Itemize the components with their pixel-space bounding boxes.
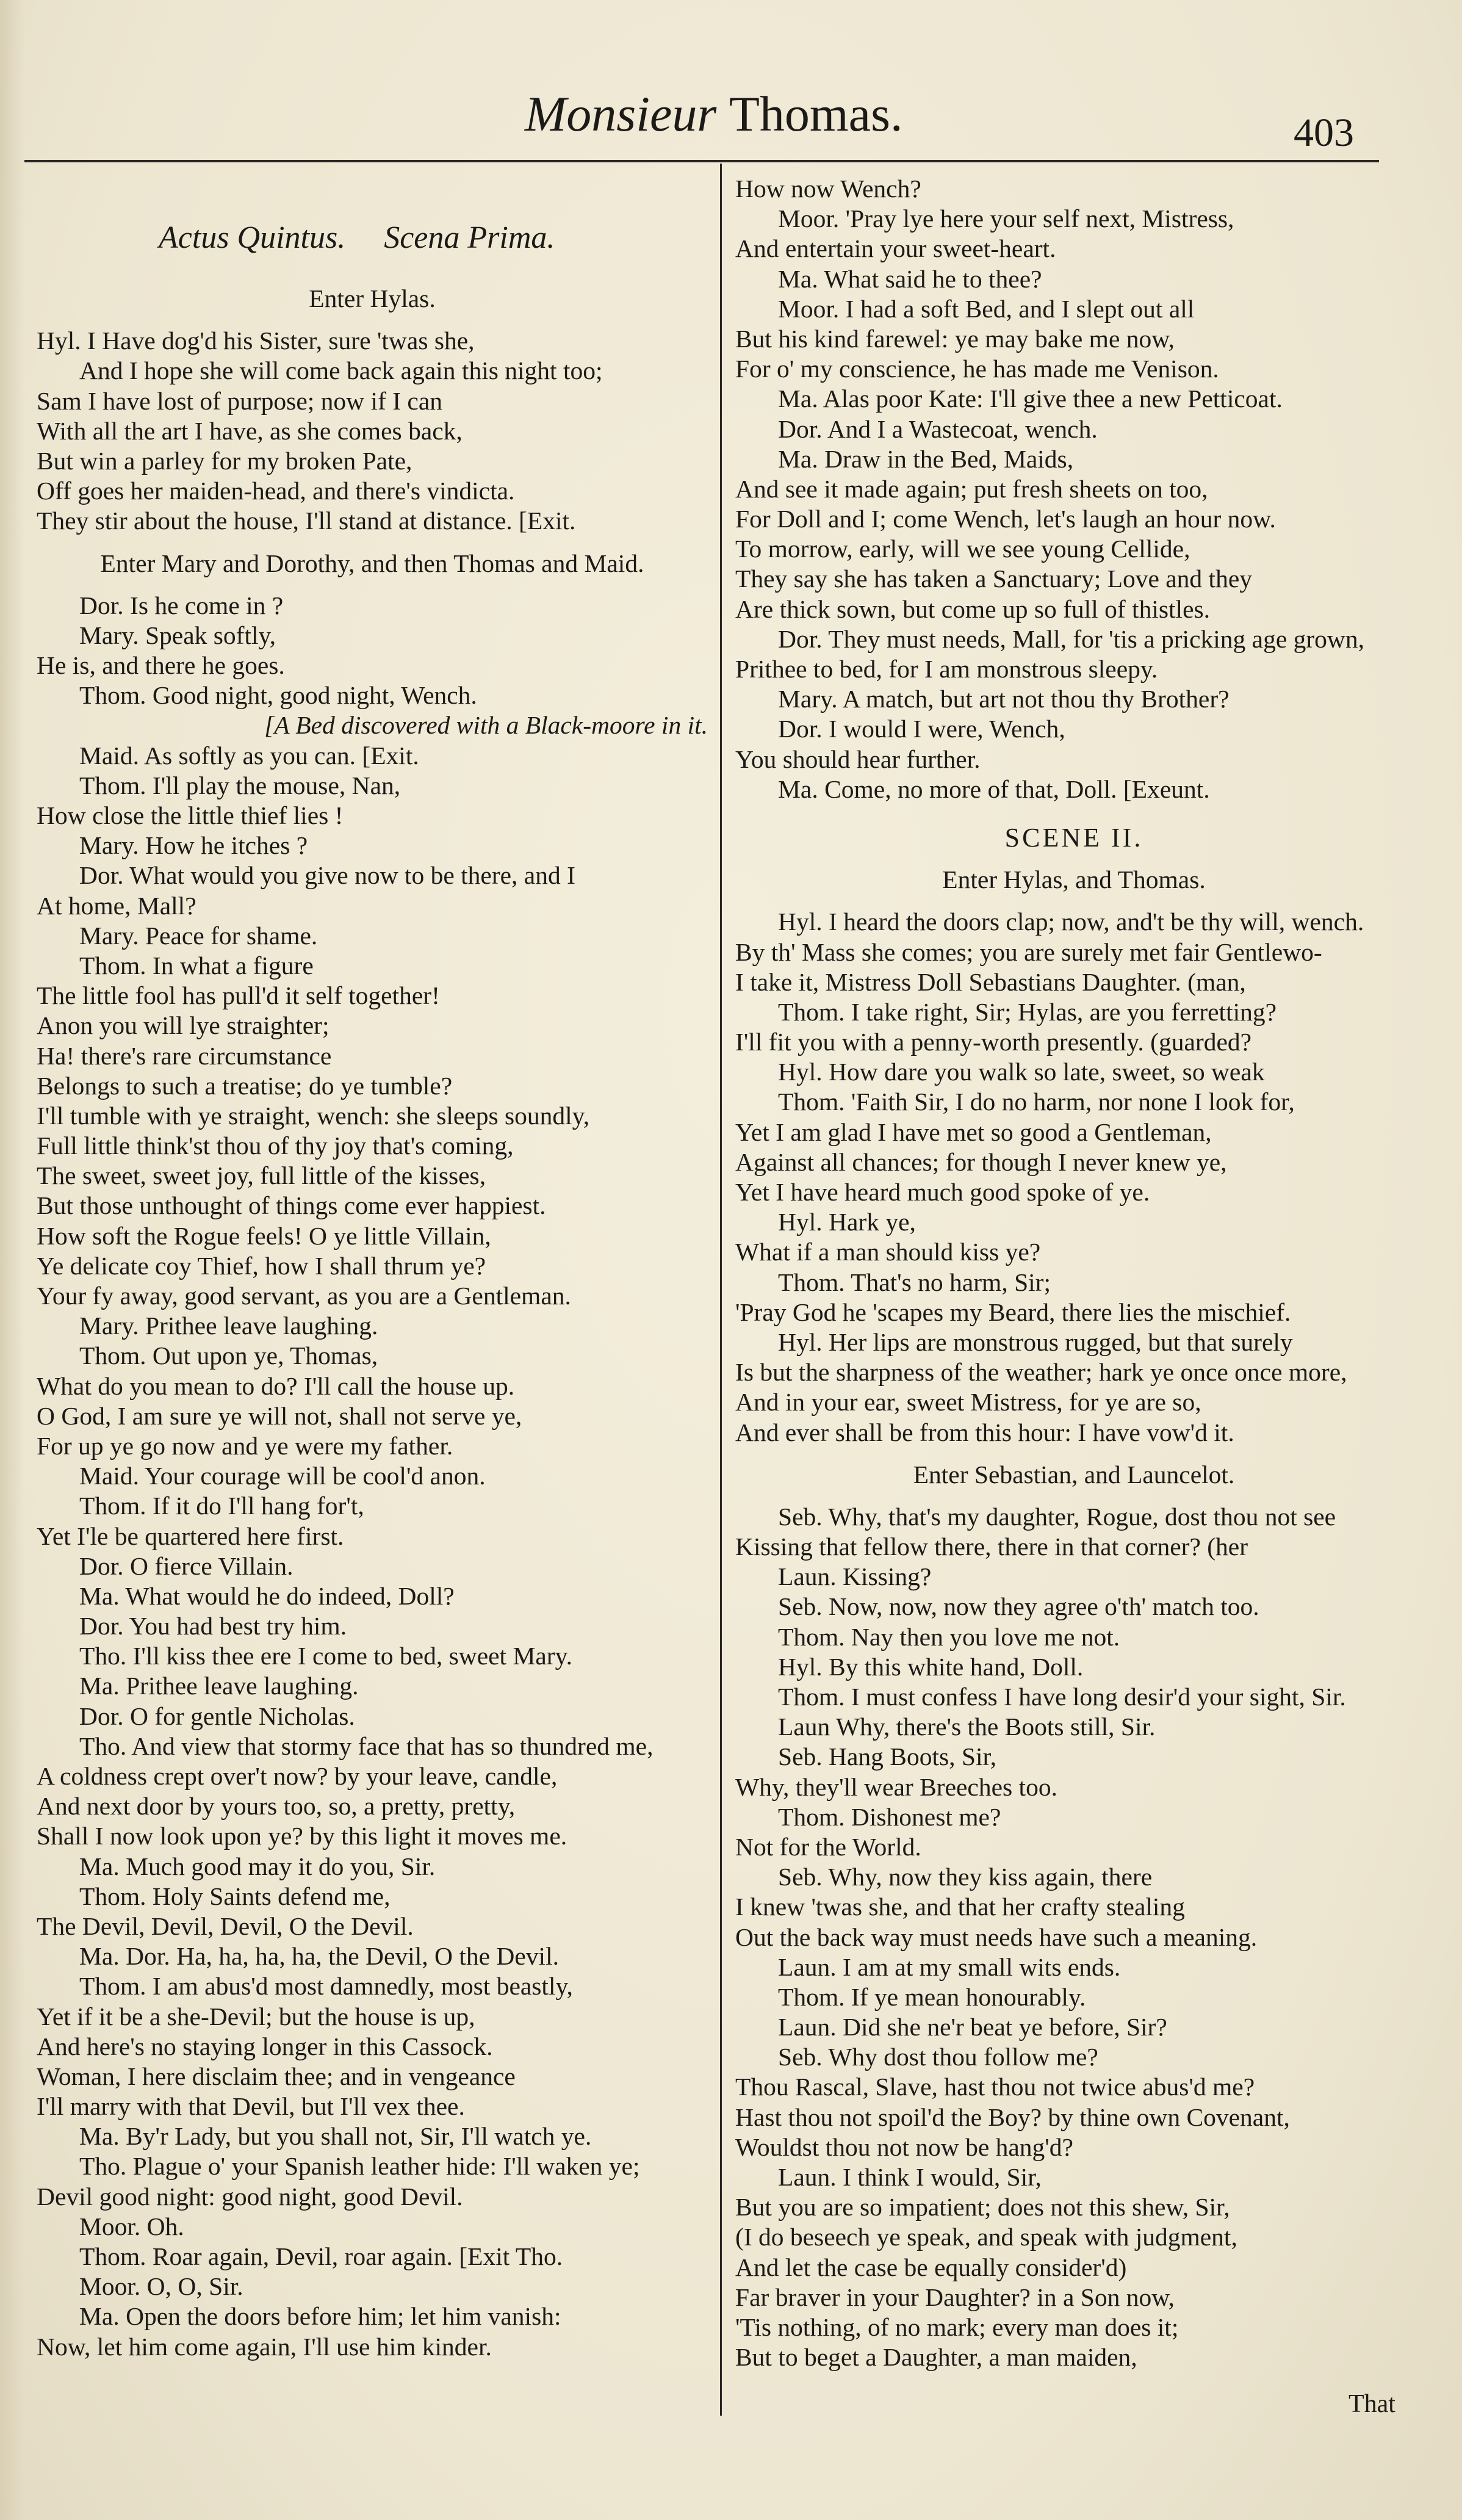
- stage-direction: Enter Hylas, and Thomas.: [942, 865, 1206, 894]
- text-line: Thom. If ye mean honourably.: [778, 1982, 1086, 2011]
- text-line: Ma. By'r Lady, but you shall not, Sir, I'll watch ye.: [79, 2122, 592, 2151]
- text-line: O God, I am sure ye will not, shall not serve ye,: [37, 1401, 522, 1430]
- text-line: He is, and there he goes.: [37, 651, 285, 680]
- text-line: I take it, Mistress Doll Sebastians Daughter. (man,: [735, 967, 1246, 996]
- text-line: Shall I now look upon ye? by this light it moves me.: [37, 1822, 567, 1850]
- left-text-lines: [37, 284, 708, 2362]
- text-line: Thom. Good night, good night, Wench.: [79, 681, 477, 710]
- text-line: Dor. I would I were, Wench,: [778, 715, 1065, 743]
- text-line: Thom. Dishonest me?: [778, 1802, 1001, 1831]
- text-line: I knew 'twas she, and that her crafty stealing: [735, 1893, 1185, 1921]
- running-title-tail: Thomas.: [729, 86, 903, 142]
- catchword: That: [1349, 2390, 1395, 2418]
- text-line: Ma. Dor. Ha, ha, ha, ha, the Devil, O the Devil.: [79, 1942, 559, 1971]
- text-line: 'Tis nothing, of no mark; every man does it;: [735, 2312, 1179, 2341]
- text-line: Thom. 'Faith Sir, I do no harm, nor none I look for,: [778, 1088, 1295, 1116]
- text-line: Dor. And I a Wastecoat, wench.: [778, 414, 1098, 443]
- text-line: Out the back way must needs have such a meaning.: [735, 1922, 1258, 1951]
- text-line: They say she has taken a Sanctuary; Love and they: [735, 565, 1253, 593]
- text-line: Ha! there's rare circumstance: [37, 1041, 332, 1070]
- text-line: Thom. I must confess I have long desir'd your sight, Sir.: [778, 1683, 1346, 1711]
- text-line: [A Bed discovered with a Black-moore in it.: [264, 711, 708, 740]
- text-line: Ma. Come, no more of that, Doll. [Exeunt.: [778, 774, 1210, 803]
- text-line: Laun. Did she ne'r beat ye before, Sir?: [778, 2013, 1167, 2042]
- text-line: I'll marry with that Devil, but I'll vex thee.: [37, 2092, 465, 2121]
- text-line: Are thick sown, but come up so full of thistles.: [735, 594, 1211, 623]
- text-line: Your fy away, good servant, as you are a Gentleman.: [37, 1282, 571, 1310]
- text-line: Seb. Why dost thou follow me?: [778, 2043, 1098, 2071]
- text-line: Against all chances; for though I never knew ye,: [735, 1147, 1227, 1176]
- text-line: But win a parley for my broken Pate,: [37, 446, 412, 475]
- text-line: Hyl. By this white hand, Doll.: [778, 1652, 1084, 1681]
- text-line: Thom. I take right, Sir; Hylas, are you ferretting?: [778, 997, 1277, 1026]
- text-line: Yet if it be a she-Devil; but the house is up,: [37, 2002, 475, 2031]
- text-line: Woman, I here disclaim thee; and in vengeance: [37, 2062, 516, 2090]
- right-text-lines: [735, 174, 1413, 2372]
- text-line: The Devil, Devil, Devil, O the Devil.: [37, 1912, 414, 1940]
- text-line: Moor. I had a soft Bed, and I slept out all: [778, 294, 1195, 323]
- text-line: Devil good night: good night, good Devil.: [37, 2182, 463, 2211]
- text-line: Thom. I am abus'd most damnedly, most beastly,: [79, 1972, 573, 2001]
- text-line: The sweet, sweet joy, full little of the kisses,: [37, 1161, 486, 1190]
- text-line: What if a man should kiss ye?: [735, 1238, 1041, 1266]
- text-line: Thom. Holy Saints defend me,: [79, 1882, 391, 1910]
- text-line: Seb. Hang Boots, Sir,: [778, 1742, 997, 1771]
- running-title: [525, 85, 903, 143]
- header-rule: [24, 160, 1379, 162]
- text-line: Dor. You had best try him.: [79, 1612, 347, 1641]
- text-line: The little fool has pull'd it self together!: [37, 981, 440, 1010]
- text-line: Off goes her maiden-head, and there's vindicta.: [37, 477, 515, 505]
- page-edge-shadow: [0, 0, 24, 2520]
- text-line: How soft the Rogue feels! O ye little Villain,: [37, 1221, 491, 1250]
- text-line: Thom. If it do I'll hang for't,: [79, 1492, 364, 1520]
- scene-title: Scena Prima.: [384, 220, 555, 255]
- running-title-main: Monsieur: [525, 86, 717, 142]
- text-line: Moor. Oh.: [79, 2212, 184, 2240]
- text-line: A coldness crept over't now? by your leave, candle,: [37, 1762, 558, 1790]
- left-column: [37, 174, 708, 2362]
- text-line: Thom. I'll play the mouse, Nan,: [79, 771, 401, 800]
- text-line: And I hope she will come back again this night too;: [79, 356, 603, 385]
- text-line: Thom. In what a figure: [79, 951, 314, 980]
- text-line: Dor. Is he come in ?: [79, 591, 284, 619]
- text-line: Far braver in your Daughter? in a Son now,: [735, 2283, 1175, 2311]
- text-line: Now, let him come again, I'll use him kinder.: [37, 2332, 492, 2361]
- text-line: Hyl. I heard the doors clap; now, and't be thy will, wench.: [778, 908, 1364, 936]
- page-header: [24, 73, 1391, 159]
- text-line: Laun. Kissing?: [778, 1562, 932, 1591]
- column-divider: [720, 164, 722, 2416]
- text-line: Thom. Roar again, Devil, roar again. [Exit Tho.: [79, 2242, 563, 2270]
- text-line: But you are so impatient; does not this shew, Sir,: [735, 2193, 1230, 2222]
- text-line: Thom. Out upon ye, Thomas,: [79, 1341, 378, 1370]
- text-line: Ye delicate coy Thief, how I shall thrum ye?: [37, 1251, 486, 1280]
- text-line: Hyl. Hark ye,: [778, 1208, 916, 1237]
- text-line: Mary. A match, but art not thou thy Brother?: [778, 685, 1230, 713]
- text-line: For Doll and I; come Wench, let's laugh an hour now.: [735, 505, 1276, 533]
- text-line: Moor. 'Pray lye here your self next, Mistress,: [778, 204, 1234, 233]
- text-line: Wouldst thou not now be hang'd?: [735, 2132, 1073, 2161]
- text-line: Thou Rascal, Slave, hast thou not twice abus'd me?: [735, 2073, 1255, 2101]
- text-line: Ma. What would he do indeed, Doll?: [79, 1581, 455, 1610]
- text-line: Dor. O for gentle Nicholas.: [79, 1702, 355, 1730]
- text-line: Belongs to such a treatise; do ye tumble?: [37, 1071, 453, 1100]
- text-line: Dor. O fierce Villain.: [79, 1551, 293, 1580]
- text-line: You should hear further.: [735, 745, 981, 773]
- act-heading: [37, 211, 708, 265]
- text-line: Mary. Prithee leave laughing.: [79, 1312, 378, 1340]
- text-line: Hyl. I Have dog'd his Sister, sure 'twas she,: [37, 327, 475, 355]
- text-line: They stir about the house, I'll stand at distance. [Exit.: [37, 507, 576, 535]
- text-line: With all the art I have, as she comes back,: [37, 416, 463, 445]
- text-line: And entertain your sweet-heart.: [735, 234, 1056, 263]
- text-line: Why, they'll wear Breeches too.: [735, 1772, 1057, 1801]
- page-number: 403: [1294, 110, 1354, 155]
- text-line: Thom. That's no harm, Sir;: [778, 1268, 1051, 1296]
- text-line: Maid. As softly as you can. [Exit.: [79, 741, 419, 770]
- text-line: (I do beseech ye speak, and speak with judgment,: [735, 2223, 1237, 2251]
- text-line: Dor. They must needs, Mall, for 'tis a pricking age grown,: [778, 624, 1365, 653]
- text-line: For o' my conscience, he has made me Venison.: [735, 355, 1219, 383]
- text-line: Seb. Now, now, now they agree o'th' match too.: [778, 1592, 1259, 1621]
- text-line: I'll fit you with a penny-worth presently. (guarded?: [735, 1028, 1252, 1056]
- text-line: And ever shall be from this hour: I have vow'd it.: [735, 1418, 1234, 1446]
- text-line: Full little think'st thou of thy joy that's coming,: [37, 1132, 514, 1160]
- text-line: Ma. Draw in the Bed, Maids,: [778, 444, 1074, 473]
- scene-heading: SCENE II.: [1004, 822, 1143, 853]
- text-line: And in your ear, sweet Mistress, for ye are so,: [735, 1388, 1201, 1417]
- text-line: But his kind farewel: ye may bake me now,: [735, 324, 1175, 353]
- text-line: By th' Mass she comes; you are surely met fair Gentlewo-: [735, 937, 1322, 966]
- text-line: Ma. Prithee leave laughing.: [79, 1672, 359, 1700]
- text-line: And let the case be equally consider'd): [735, 2253, 1127, 2281]
- act-title: Actus Quintus.: [159, 220, 346, 255]
- text-line: Mary. Speak softly,: [79, 621, 276, 649]
- text-line: Laun. I am at my small wits ends.: [778, 1952, 1121, 1981]
- text-line: But to beget a Daughter, a man maiden,: [735, 2343, 1137, 2372]
- text-line: Yet I'le be quartered here first.: [37, 1522, 344, 1550]
- text-line: Ma. Alas poor Kate: I'll give thee a new Petticoat.: [778, 384, 1283, 413]
- text-line: To morrow, early, will we see young Cellide,: [735, 535, 1190, 563]
- text-line: Is but the sharpness of the weather; hark ye once once more,: [735, 1358, 1347, 1387]
- text-line: Hyl. Her lips are monstrous rugged, but that surely: [778, 1327, 1293, 1356]
- text-line: Maid. Your courage will be cool'd anon.: [79, 1462, 486, 1490]
- text-line: Seb. Why, that's my daughter, Rogue, dost thou not see: [778, 1502, 1336, 1531]
- text-line: What do you mean to do? I'll call the house up.: [37, 1371, 515, 1400]
- text-line: Yet I have heard much good spoke of ye.: [735, 1178, 1150, 1206]
- stage-direction: Enter Mary and Dorothy, and then Thomas and Maid.: [100, 549, 644, 577]
- right-column: [735, 174, 1413, 2372]
- text-line: Tho. Plague o' your Spanish leather hide: I'll waken ye;: [79, 2152, 640, 2181]
- text-line: Yet I am glad I have met so good a Gentleman,: [735, 1117, 1212, 1146]
- text-line: Ma. Open the doors before him; let him vanish:: [79, 2302, 561, 2331]
- text-line: But those unthought of things come ever happiest.: [37, 1191, 546, 1220]
- text-line: Tho. And view that stormy face that has so thundred me,: [79, 1731, 654, 1760]
- text-line: And next door by yours too, so, a pretty, pretty,: [37, 1792, 516, 1821]
- text-line: At home, Mall?: [37, 891, 196, 920]
- text-line: And see it made again; put fresh sheets on too,: [735, 474, 1208, 503]
- text-line: Anon you will lye straighter;: [37, 1011, 329, 1040]
- text-line: Hast thou not spoil'd the Boy? by thine own Covenant,: [735, 2103, 1290, 2131]
- stage-direction: Enter Sebastian, and Launcelot.: [913, 1460, 1235, 1489]
- text-line: Laun. I think I would, Sir,: [778, 2163, 1042, 2191]
- text-line: Seb. Why, now they kiss again, there: [778, 1863, 1153, 1891]
- text-line: Not for the World.: [735, 1832, 921, 1861]
- text-line: Tho. I'll kiss thee ere I come to bed, sweet Mary.: [79, 1642, 573, 1670]
- text-line: Laun Why, there's the Boots still, Sir.: [778, 1713, 1156, 1741]
- text-line: Mary. Peace for shame.: [79, 921, 318, 950]
- text-line: 'Pray God he 'scapes my Beard, there lies the mischief.: [735, 1298, 1291, 1326]
- text-line: Hyl. How dare you walk so late, sweet, so weak: [778, 1058, 1265, 1086]
- stage-direction: Enter Hylas.: [309, 284, 436, 312]
- text-line: Prithee to bed, for I am monstrous sleepy.: [735, 655, 1158, 683]
- text-line: How close the little thief lies !: [37, 801, 344, 829]
- text-line: I'll tumble with ye straight, wench: she sleeps soundly,: [37, 1101, 590, 1130]
- text-line: And here's no staying longer in this Cassock.: [37, 2032, 493, 2060]
- text-line: Thom. Nay then you love me not.: [778, 1622, 1120, 1651]
- text-line: Ma. Much good may it do you, Sir.: [79, 1852, 436, 1880]
- text-line: How now Wench?: [735, 175, 921, 203]
- text-line: Moor. O, O, Sir.: [79, 2272, 243, 2301]
- text-line: Kissing that fellow there, there in that corner? (her: [735, 1533, 1248, 1561]
- text-line: Mary. How he itches ?: [79, 831, 308, 860]
- text-line: For up ye go now and ye were my father.: [37, 1431, 453, 1460]
- text-line: Dor. What would you give now to be there, and I: [79, 861, 575, 890]
- text-line: Ma. What said he to thee?: [778, 264, 1042, 293]
- text-line: Sam I have lost of purpose; now if I can: [37, 386, 442, 415]
